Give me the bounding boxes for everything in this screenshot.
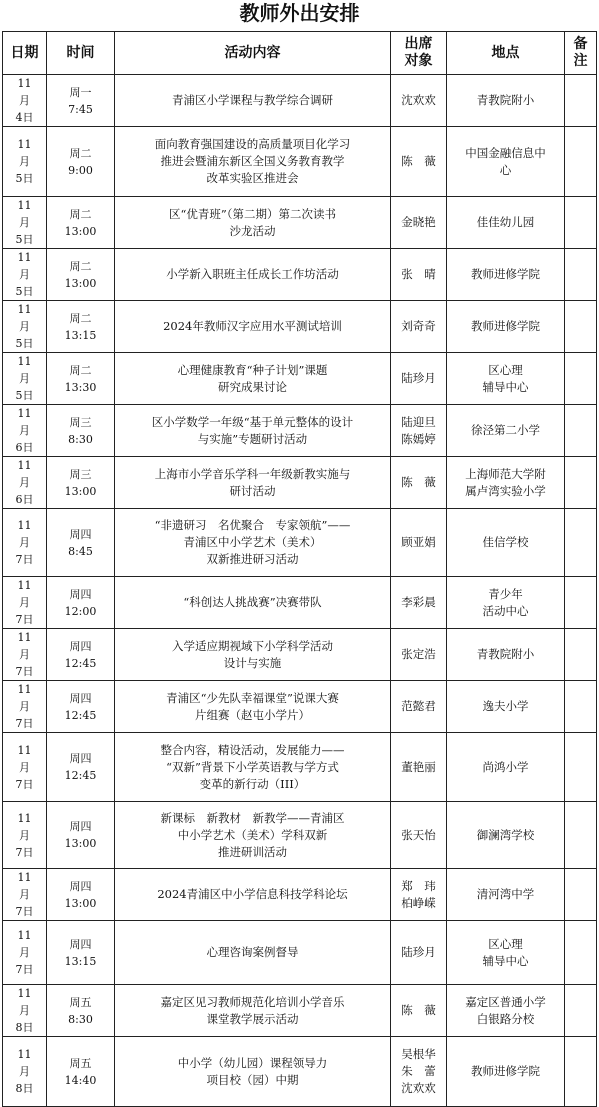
header-date: 日期 [3,32,47,75]
table-row [3,301,597,353]
note-cell [565,681,597,733]
table-row [3,629,597,681]
table-row [3,457,597,509]
table-row [3,127,597,197]
header-row [3,32,597,75]
table-row [3,985,597,1037]
location-cell: 佳佳幼儿园 [447,197,565,249]
attendee-cell: 刘奇奇 [391,301,447,353]
table-row [3,577,597,629]
note-cell [565,509,597,577]
activity-cell: 青浦区“少先队幸福课堂”说课大赛 片组赛（赵屯小学片） [115,681,391,733]
header-attendee: 出席 对象 [391,32,447,75]
attendee-cell: 范懿君 [391,681,447,733]
date-cell: 11 月 8日 [3,1037,47,1107]
date-cell: 11 月 7日 [3,509,47,577]
activity-cell: “科创达人挑战赛”决赛带队 [115,577,391,629]
location-cell: 佳信学校 [447,509,565,577]
attendee-cell: 郑 玮 柏峥嵘 [391,869,447,921]
time-cell: 周一 7:45 [47,75,115,127]
table-row [3,733,597,802]
note-cell [565,629,597,681]
activity-cell: 小学新入职班主任成长工作坊活动 [115,249,391,301]
time-cell: 周三 8:30 [47,405,115,457]
location-cell: 教师进修学院 [447,249,565,301]
location-cell: 教师进修学院 [447,1037,565,1107]
attendee-cell: 陆珍月 [391,921,447,985]
time-cell: 周四 12:45 [47,629,115,681]
date-cell: 11 月 7日 [3,577,47,629]
attendee-cell: 陈 薇 [391,985,447,1037]
header-content: 活动内容 [115,32,391,75]
time-cell: 周四 13:15 [47,921,115,985]
table-row [3,405,597,457]
schedule-table [2,31,597,1107]
attendee-cell: 张 晴 [391,249,447,301]
time-cell: 周二 13:15 [47,301,115,353]
location-cell: 青少年 活动中心 [447,577,565,629]
activity-cell: 入学适应期视域下小学科学活动 设计与实施 [115,629,391,681]
attendee-cell: 金晓艳 [391,197,447,249]
activity-cell: 区“优青班”（第二期）第二次读书 沙龙活动 [115,197,391,249]
location-cell: 区心理 辅导中心 [447,921,565,985]
attendee-cell: 陆珍月 [391,353,447,405]
time-cell: 周四 13:00 [47,802,115,869]
attendee-cell: 陈 薇 [391,127,447,197]
attendee-cell: 吴根华 朱 蕾 沈欢欢 [391,1037,447,1107]
date-cell: 11 月 6日 [3,457,47,509]
note-cell [565,197,597,249]
location-cell: 教师进修学院 [447,301,565,353]
location-cell: 中国金融信息中 心 [447,127,565,197]
time-cell: 周四 12:00 [47,577,115,629]
note-cell [565,869,597,921]
note-cell [565,985,597,1037]
attendee-cell: 陈 薇 [391,457,447,509]
location-cell: 上海师范大学附 属卢湾实验小学 [447,457,565,509]
activity-cell: 区小学数学一年级“基于单元整体的设计 与实施”专题研讨活动 [115,405,391,457]
date-cell: 11 月 7日 [3,802,47,869]
table-row [3,249,597,301]
table-row [3,509,597,577]
activity-cell: 面向教育强国建设的高质量项目化学习 推进会暨浦东新区全国义务教育教学 改革实验区推进会 [115,127,391,197]
date-cell: 11 月 7日 [3,681,47,733]
date-cell: 11 月 5日 [3,353,47,405]
table-row [3,353,597,405]
date-cell: 11 月 7日 [3,733,47,802]
time-cell: 周五 14:40 [47,1037,115,1107]
header-time: 时间 [47,32,115,75]
activity-cell: “非遗研习 名优聚合 专家领航”—— 青浦区中小学艺术（美术） 双新推进研习活动 [115,509,391,577]
date-cell: 11 月 7日 [3,869,47,921]
table-row [3,75,597,127]
date-cell: 11 月 5日 [3,127,47,197]
date-cell: 11 月 5日 [3,301,47,353]
time-cell: 周四 13:00 [47,869,115,921]
location-cell: 嘉定区普通小学 白银路分校 [447,985,565,1037]
note-cell [565,457,597,509]
location-cell: 逸夫小学 [447,681,565,733]
activity-cell: 2024年教师汉字应用水平测试培训 [115,301,391,353]
time-cell: 周二 13:30 [47,353,115,405]
header-note: 备 注 [565,32,597,75]
attendee-cell: 沈欢欢 [391,75,447,127]
location-cell: 徐泾第二小学 [447,405,565,457]
activity-cell: 嘉定区见习教师规范化培训小学音乐 课堂教学展示活动 [115,985,391,1037]
table-row [3,921,597,985]
table-row [3,802,597,869]
note-cell [565,733,597,802]
time-cell: 周二 13:00 [47,249,115,301]
note-cell [565,405,597,457]
note-cell [565,301,597,353]
activity-cell: 心理咨询案例督导 [115,921,391,985]
note-cell [565,802,597,869]
attendee-cell: 李彩晨 [391,577,447,629]
date-cell: 11 月 4日 [3,75,47,127]
location-cell: 区心理 辅导中心 [447,353,565,405]
location-cell: 尚鸿小学 [447,733,565,802]
note-cell [565,75,597,127]
time-cell: 周四 12:45 [47,733,115,802]
time-cell: 周二 9:00 [47,127,115,197]
table-row [3,197,597,249]
activity-cell: 心理健康教育“种子计划”课题 研究成果讨论 [115,353,391,405]
attendee-cell: 陆迎旦 陈嫣婷 [391,405,447,457]
date-cell: 11 月 7日 [3,921,47,985]
date-cell: 11 月 7日 [3,629,47,681]
date-cell: 11 月 5日 [3,249,47,301]
table-row [3,1037,597,1107]
location-cell: 清河湾中学 [447,869,565,921]
note-cell [565,249,597,301]
note-cell [565,1037,597,1107]
note-cell [565,127,597,197]
activity-cell: 整合内容，精设活动，发展能力—— “双新”背景下小学英语教与学方式 变革的新行动（III） [115,733,391,802]
time-cell: 周四 8:45 [47,509,115,577]
activity-cell: 上海市小学音乐学科一年级新教实施与 研讨活动 [115,457,391,509]
activity-cell: 新课标 新教材 新教学——青浦区 中小学艺术（美术）学科双新 推进研训活动 [115,802,391,869]
location-cell: 青教院附小 [447,75,565,127]
attendee-cell: 张定浩 [391,629,447,681]
attendee-cell: 顾亚娟 [391,509,447,577]
activity-cell: 中小学（幼儿园）课程领导力 项目校（园）中期 [115,1037,391,1107]
activity-cell: 青浦区小学课程与教学综合调研 [115,75,391,127]
time-cell: 周二 13:00 [47,197,115,249]
note-cell [565,353,597,405]
date-cell: 11 月 6日 [3,405,47,457]
note-cell [565,921,597,985]
location-cell: 青教院附小 [447,629,565,681]
location-cell: 御澜湾学校 [447,802,565,869]
time-cell: 周四 12:45 [47,681,115,733]
page-title: 教师外出安排 [239,1,360,25]
table-row [3,681,597,733]
activity-cell: 2024青浦区中小学信息科技学科论坛 [115,869,391,921]
table-row [3,869,597,921]
date-cell: 11 月 8日 [3,985,47,1037]
time-cell: 周三 13:00 [47,457,115,509]
note-cell [565,577,597,629]
attendee-cell: 董艳丽 [391,733,447,802]
attendee-cell: 张天怡 [391,802,447,869]
header-location: 地点 [447,32,565,75]
date-cell: 11 月 5日 [3,197,47,249]
time-cell: 周五 8:30 [47,985,115,1037]
